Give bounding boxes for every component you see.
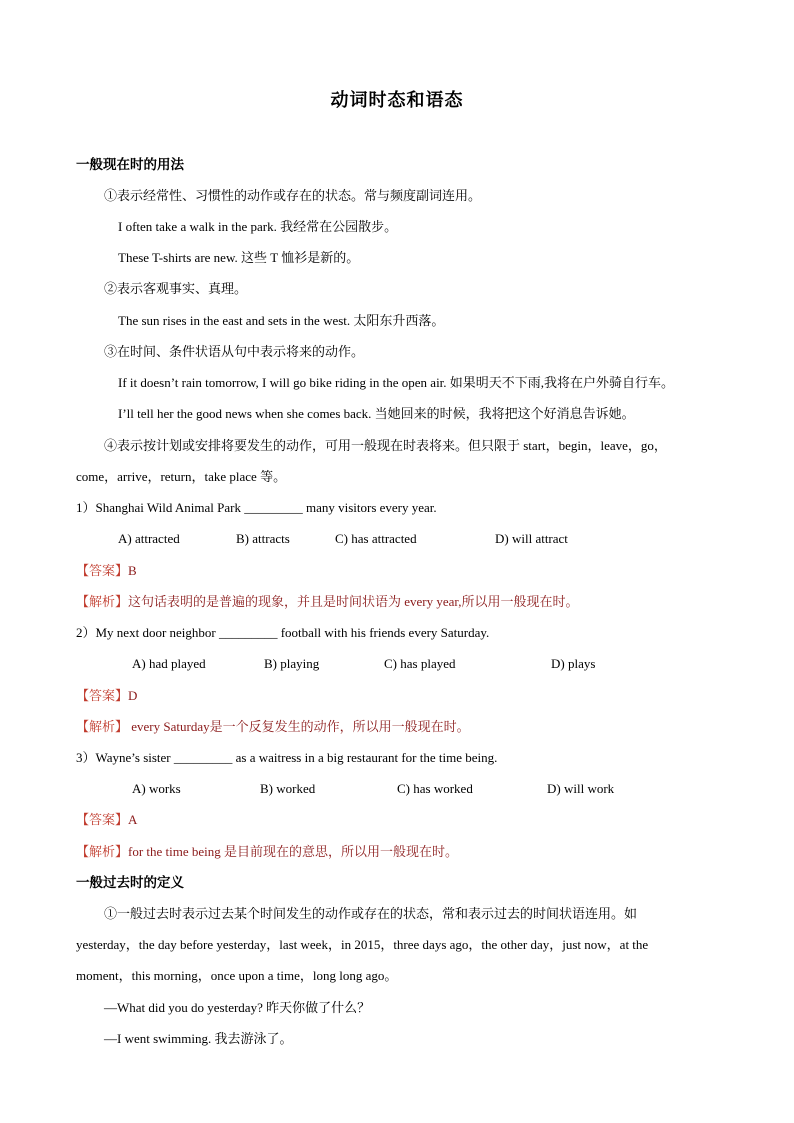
analysis-tag: 【解析】	[76, 719, 129, 734]
example-sentence: The sun rises in the east and sets in the west. 太阳东升西落。	[118, 313, 445, 328]
section-heading-past-simple: 一般过去时的定义	[76, 875, 184, 890]
usage-point-4-continued: come，arrive，return，take place 等。	[76, 469, 287, 484]
example-sentence: I’ll tell her the good news when she comes back. 当她回来的时候，我将把这个好消息告诉她。	[118, 406, 635, 421]
definition-paragraph-continued: moment，this morning，once upon a time，long long ago。	[76, 968, 398, 983]
usage-point-4: ④表示按计划或安排将要发生的动作，可用一般现在时表将来。但只限于 start，begin，leave，go，	[104, 438, 667, 453]
option-d: D) plays	[551, 656, 596, 671]
option-c: C) has played	[384, 656, 456, 671]
definition-paragraph: ①一般过去时表示过去某个时间发生的动作或存在的状态，常和表示过去的时间状语连用。如	[104, 906, 638, 921]
answer-tag: 【答案】	[76, 563, 129, 578]
answer-value: B	[128, 563, 137, 578]
analysis-text: 这句话表明的是普遍的现象，并且是时间状语为 every year,所以用一般现在时。	[128, 594, 579, 609]
analysis-line	[76, 717, 470, 737]
analysis-text: for the time being 是目前现在的意思，所以用一般现在时。	[128, 844, 459, 859]
usage-point-3: ③在时间、条件状语从句中表示将来的动作。	[104, 344, 365, 359]
definition-paragraph-continued: yesterday，the day before yesterday，last week，in 2015，three days ago，the other day，just now，at the	[76, 937, 649, 952]
dialogue-line: —I went swimming. 我去游泳了。	[104, 1031, 293, 1046]
option-a: A) had played	[132, 656, 206, 671]
example-sentence: These T-shirts are new. 这些 T 恤衫是新的。	[118, 250, 360, 265]
option-b: B) attracts	[236, 531, 290, 546]
answer-line	[76, 810, 137, 830]
option-d: D) will work	[547, 781, 615, 796]
usage-point-1: ①表示经常性、习惯性的动作或存在的状态。常与频度副词连用。	[104, 188, 482, 203]
page-title: 动词时态和语态	[330, 90, 464, 110]
option-b: B) playing	[264, 656, 320, 671]
option-c: C) has worked	[397, 781, 473, 796]
dialogue-line: —What did you do yesterday? 昨天你做了什么？	[104, 1000, 371, 1015]
option-d: D) will attract	[495, 531, 568, 546]
analysis-text: every Saturday是一个反复发生的动作，所以用一般现在时。	[128, 719, 470, 734]
analysis-line	[76, 592, 578, 612]
question-stem: 1）Shanghai Wild Animal Park _________ many visitors every year.	[76, 500, 437, 515]
option-c: C) has attracted	[335, 531, 417, 546]
analysis-tag: 【解析】	[76, 594, 129, 609]
option-b: B) worked	[260, 781, 316, 796]
answer-value: D	[128, 688, 138, 703]
answer-line	[76, 561, 137, 581]
example-sentence: If it doesn’t rain tomorrow, I will go bike riding in the open air. 如果明天不下雨,我将在户外骑自行车。	[118, 375, 675, 390]
answer-value: A	[128, 812, 138, 827]
section-heading-present-simple: 一般现在时的用法	[76, 157, 184, 172]
question-stem: 3）Wayne’s sister _________ as a waitress in a big restaurant for the time being.	[76, 750, 498, 765]
usage-point-2: ②表示客观事实、真理。	[104, 281, 248, 296]
analysis-line	[76, 842, 458, 862]
answer-tag: 【答案】	[76, 688, 129, 703]
example-sentence: I often take a walk in the park. 我经常在公园散步。	[118, 219, 398, 234]
question-stem: 2）My next door neighbor _________ football with his friends every Saturday.	[76, 625, 490, 640]
answer-tag: 【答案】	[76, 812, 129, 827]
option-a: A) works	[132, 781, 181, 796]
answer-line	[76, 686, 137, 706]
analysis-tag: 【解析】	[76, 844, 129, 859]
option-a: A) attracted	[118, 531, 180, 546]
